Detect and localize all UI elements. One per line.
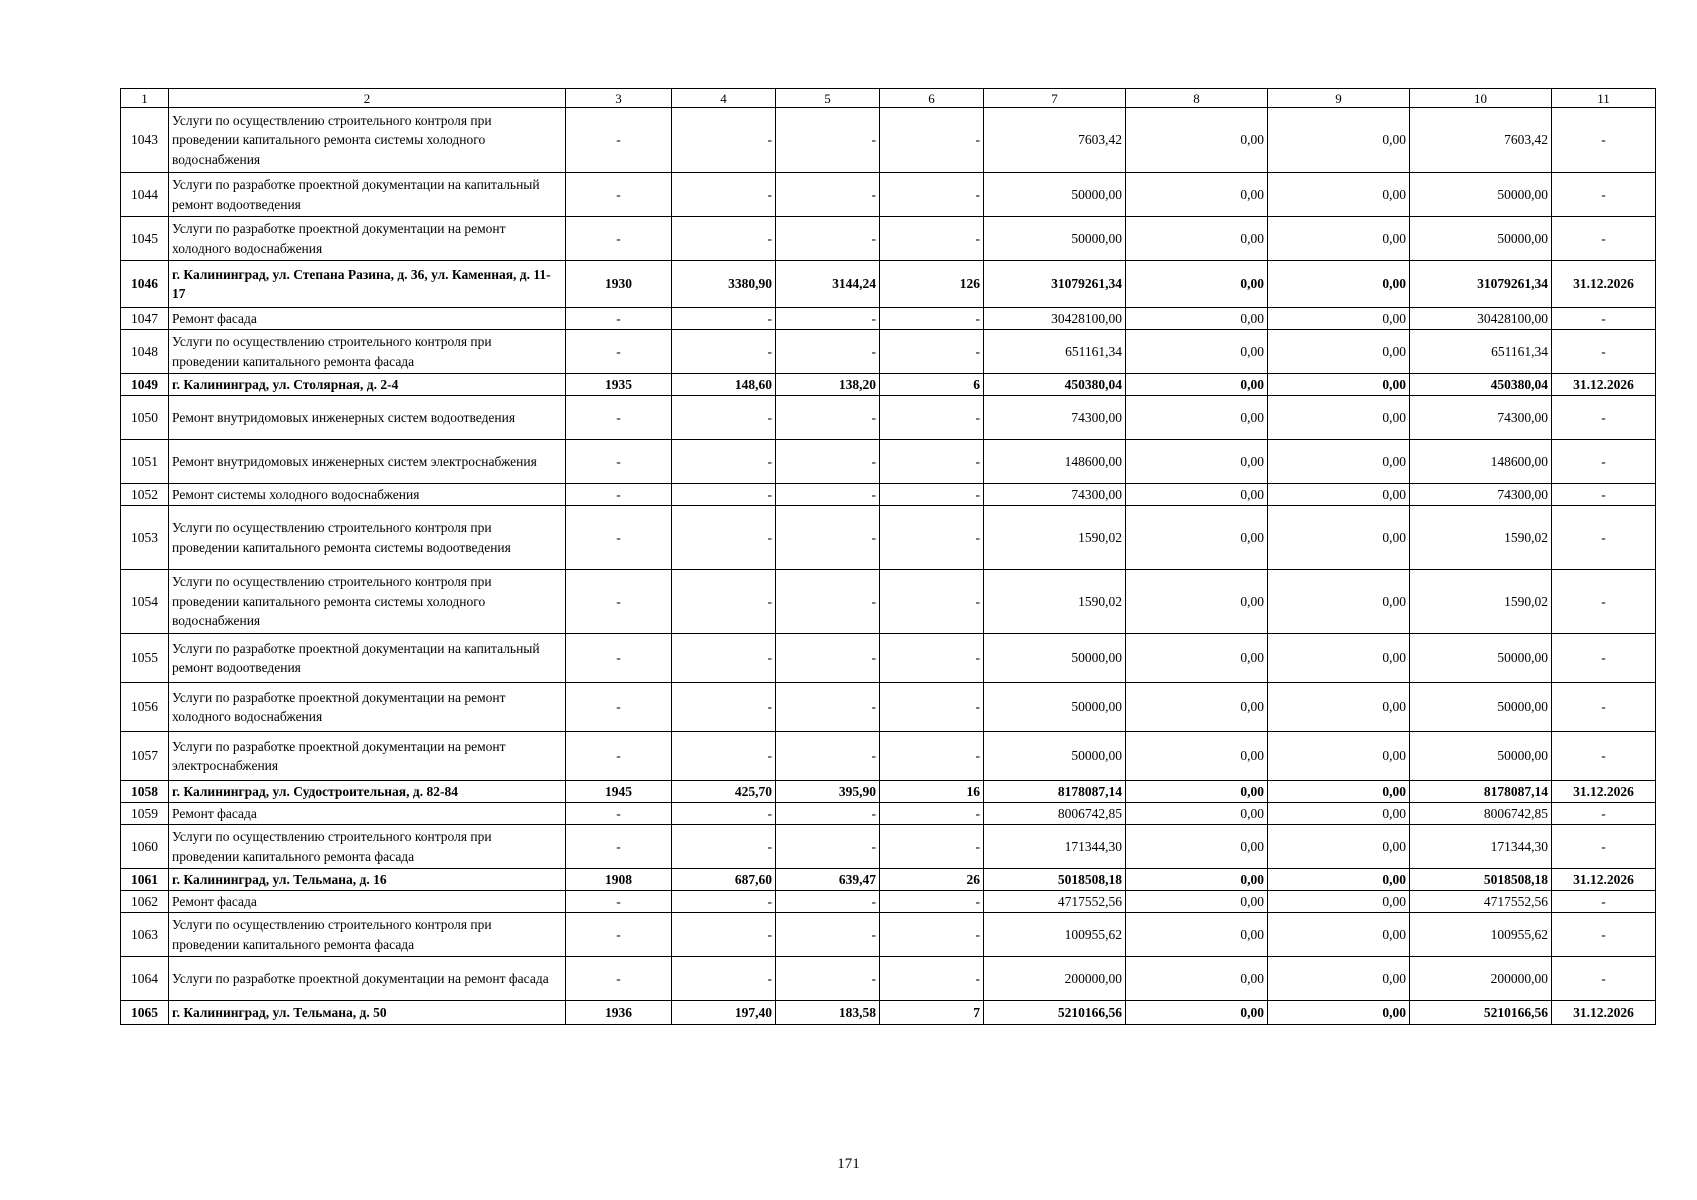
row-number: 1054 (121, 570, 169, 634)
col8-value: 0,00 (1126, 217, 1268, 261)
col4-value: - (672, 484, 776, 506)
col7-value: 50000,00 (984, 217, 1126, 261)
col4-value: - (672, 825, 776, 869)
column-header: 8 (1126, 89, 1268, 108)
table-row (121, 506, 1656, 570)
column-header: 11 (1552, 89, 1656, 108)
col3-value: - (566, 891, 672, 913)
col4-value: - (672, 634, 776, 683)
col11-value: - (1552, 957, 1656, 1001)
table-row (121, 484, 1656, 506)
table-row (121, 396, 1656, 440)
col5-value: - (776, 570, 880, 634)
col6-value: - (880, 396, 984, 440)
table-row (121, 957, 1656, 1001)
col9-value: 0,00 (1268, 374, 1410, 396)
col3-value: - (566, 308, 672, 330)
col8-value: 0,00 (1126, 957, 1268, 1001)
col6-value: - (880, 440, 984, 484)
col8-value: 0,00 (1126, 261, 1268, 308)
row-name: Ремонт системы холодного водоснабжения (169, 484, 566, 506)
col7-value: 4717552,56 (984, 891, 1126, 913)
row-number: 1059 (121, 803, 169, 825)
col10-value: 5210166,56 (1410, 1001, 1552, 1025)
row-name: г. Калининград, ул. Степана Разина, д. 36, ул. Каменная, д. 11-17 (169, 261, 566, 308)
page-number: 171 (837, 1156, 860, 1172)
col10-value: 74300,00 (1410, 396, 1552, 440)
col3-value: - (566, 396, 672, 440)
col3-value: - (566, 913, 672, 957)
row-name: Ремонт фасада (169, 891, 566, 913)
table-row (121, 683, 1656, 732)
col6-value: - (880, 634, 984, 683)
col11-value: - (1552, 570, 1656, 634)
table-row (121, 781, 1656, 803)
col11-value: 31.12.2026 (1552, 374, 1656, 396)
col11-value: - (1552, 913, 1656, 957)
col7-value: 50000,00 (984, 732, 1126, 781)
table-row (121, 308, 1656, 330)
col8-value: 0,00 (1126, 330, 1268, 374)
row-number: 1053 (121, 506, 169, 570)
row-number: 1062 (121, 891, 169, 913)
col8-value: 0,00 (1126, 869, 1268, 891)
row-name: Услуги по осуществлению строительного контроля при проведении капитального ремонта фасада (169, 825, 566, 869)
row-number: 1052 (121, 484, 169, 506)
col3-value: - (566, 732, 672, 781)
col5-value: - (776, 217, 880, 261)
col7-value: 148600,00 (984, 440, 1126, 484)
col10-value: 450380,04 (1410, 374, 1552, 396)
row-number: 1043 (121, 108, 169, 173)
col8-value: 0,00 (1126, 173, 1268, 217)
col7-value: 50000,00 (984, 683, 1126, 732)
col11-value: - (1552, 308, 1656, 330)
col5-value: - (776, 173, 880, 217)
col3-value: - (566, 330, 672, 374)
col8-value: 0,00 (1126, 732, 1268, 781)
col4-value: 3380,90 (672, 261, 776, 308)
column-header: 9 (1268, 89, 1410, 108)
column-header: 2 (169, 89, 566, 108)
col8-value: 0,00 (1126, 1001, 1268, 1025)
col4-value: - (672, 217, 776, 261)
col8-value: 0,00 (1126, 396, 1268, 440)
col5-value: - (776, 913, 880, 957)
row-name: г. Калининград, ул. Столярная, д. 2-4 (169, 374, 566, 396)
col7-value: 651161,34 (984, 330, 1126, 374)
col6-value: - (880, 732, 984, 781)
col10-value: 8006742,85 (1410, 803, 1552, 825)
col8-value: 0,00 (1126, 108, 1268, 173)
col3-value: - (566, 570, 672, 634)
row-name: Услуги по осуществлению строительного контроля при проведении капитального ремонта фасада (169, 913, 566, 957)
col3-value: 1935 (566, 374, 672, 396)
table-row (121, 374, 1656, 396)
row-number: 1048 (121, 330, 169, 374)
col6-value: - (880, 825, 984, 869)
col4-value: 425,70 (672, 781, 776, 803)
row-name: г. Калининград, ул. Тельмана, д. 16 (169, 869, 566, 891)
col5-value: - (776, 825, 880, 869)
document-table (120, 88, 1656, 1025)
col11-value: - (1552, 108, 1656, 173)
col4-value: - (672, 803, 776, 825)
table-row (121, 108, 1656, 173)
row-number: 1065 (121, 1001, 169, 1025)
row-name: Ремонт внутридомовых инженерных систем электроснабжения (169, 440, 566, 484)
col6-value: - (880, 913, 984, 957)
row-name: Услуги по осуществлению строительного контроля при проведении капитального ремонта системы холодного водоснабжения (169, 570, 566, 634)
col4-value: - (672, 506, 776, 570)
col9-value: 0,00 (1268, 891, 1410, 913)
col5-value: - (776, 506, 880, 570)
col11-value: - (1552, 683, 1656, 732)
row-number: 1056 (121, 683, 169, 732)
row-name: Ремонт фасада (169, 308, 566, 330)
column-header: 4 (672, 89, 776, 108)
table-row (121, 261, 1656, 308)
table-body (121, 89, 1656, 1025)
col6-value: - (880, 308, 984, 330)
col9-value: 0,00 (1268, 732, 1410, 781)
row-name: Ремонт фасада (169, 803, 566, 825)
col4-value: - (672, 732, 776, 781)
col4-value: - (672, 891, 776, 913)
col3-value: 1945 (566, 781, 672, 803)
col9-value: 0,00 (1268, 781, 1410, 803)
col7-value: 450380,04 (984, 374, 1126, 396)
col9-value: 0,00 (1268, 570, 1410, 634)
row-name: Ремонт внутридомовых инженерных систем водоотведения (169, 396, 566, 440)
col5-value: - (776, 803, 880, 825)
col3-value: - (566, 217, 672, 261)
column-number-header-row (121, 89, 1656, 108)
col8-value: 0,00 (1126, 781, 1268, 803)
col9-value: 0,00 (1268, 869, 1410, 891)
col8-value: 0,00 (1126, 683, 1268, 732)
col8-value: 0,00 (1126, 913, 1268, 957)
col7-value: 200000,00 (984, 957, 1126, 1001)
col10-value: 50000,00 (1410, 217, 1552, 261)
col5-value: 395,90 (776, 781, 880, 803)
col9-value: 0,00 (1268, 173, 1410, 217)
table-row (121, 634, 1656, 683)
row-number: 1058 (121, 781, 169, 803)
row-number: 1060 (121, 825, 169, 869)
col6-value: - (880, 683, 984, 732)
col6-value: - (880, 803, 984, 825)
col10-value: 50000,00 (1410, 634, 1552, 683)
col7-value: 74300,00 (984, 396, 1126, 440)
table-row (121, 1001, 1656, 1025)
col11-value: - (1552, 173, 1656, 217)
col6-value: - (880, 506, 984, 570)
col9-value: 0,00 (1268, 330, 1410, 374)
column-header: 5 (776, 89, 880, 108)
col11-value: 31.12.2026 (1552, 781, 1656, 803)
col10-value: 74300,00 (1410, 484, 1552, 506)
col6-value: 16 (880, 781, 984, 803)
col3-value: - (566, 957, 672, 1001)
col11-value: - (1552, 396, 1656, 440)
col9-value: 0,00 (1268, 957, 1410, 1001)
row-number: 1046 (121, 261, 169, 308)
col6-value: - (880, 217, 984, 261)
col4-value: - (672, 683, 776, 732)
col9-value: 0,00 (1268, 1001, 1410, 1025)
col10-value: 8178087,14 (1410, 781, 1552, 803)
col7-value: 5018508,18 (984, 869, 1126, 891)
col6-value: 126 (880, 261, 984, 308)
col10-value: 31079261,34 (1410, 261, 1552, 308)
col6-value: - (880, 330, 984, 374)
col5-value: - (776, 957, 880, 1001)
col8-value: 0,00 (1126, 803, 1268, 825)
column-header: 10 (1410, 89, 1552, 108)
col4-value: - (672, 913, 776, 957)
table-row (121, 891, 1656, 913)
col3-value: - (566, 803, 672, 825)
row-name: Услуги по разработке проектной документации на ремонт фасада (169, 957, 566, 1001)
table-row (121, 869, 1656, 891)
col9-value: 0,00 (1268, 484, 1410, 506)
col8-value: 0,00 (1126, 374, 1268, 396)
col8-value: 0,00 (1126, 570, 1268, 634)
col9-value: 0,00 (1268, 108, 1410, 173)
col6-value: - (880, 957, 984, 1001)
col4-value: - (672, 396, 776, 440)
row-name: Услуги по осуществлению строительного контроля при проведении капитального ремонта системы водоотведения (169, 506, 566, 570)
col7-value: 8178087,14 (984, 781, 1126, 803)
col7-value: 50000,00 (984, 634, 1126, 683)
col3-value: - (566, 683, 672, 732)
col5-value: - (776, 634, 880, 683)
col7-value: 7603,42 (984, 108, 1126, 173)
col11-value: - (1552, 484, 1656, 506)
col6-value: - (880, 891, 984, 913)
col3-value: - (566, 634, 672, 683)
col4-value: - (672, 570, 776, 634)
table-row (121, 440, 1656, 484)
col8-value: 0,00 (1126, 506, 1268, 570)
table-row (121, 825, 1656, 869)
col5-value: - (776, 108, 880, 173)
col6-value: - (880, 108, 984, 173)
col11-value: - (1552, 217, 1656, 261)
col7-value: 50000,00 (984, 173, 1126, 217)
row-number: 1063 (121, 913, 169, 957)
col10-value: 7603,42 (1410, 108, 1552, 173)
col3-value: - (566, 173, 672, 217)
col9-value: 0,00 (1268, 683, 1410, 732)
col8-value: 0,00 (1126, 825, 1268, 869)
col10-value: 30428100,00 (1410, 308, 1552, 330)
col9-value: 0,00 (1268, 396, 1410, 440)
col4-value: - (672, 308, 776, 330)
col9-value: 0,00 (1268, 506, 1410, 570)
column-header: 7 (984, 89, 1126, 108)
col10-value: 50000,00 (1410, 173, 1552, 217)
table-row (121, 330, 1656, 374)
col8-value: 0,00 (1126, 891, 1268, 913)
row-number: 1044 (121, 173, 169, 217)
col5-value: - (776, 732, 880, 781)
col6-value: 7 (880, 1001, 984, 1025)
table-row (121, 913, 1656, 957)
col3-value: 1908 (566, 869, 672, 891)
col11-value: - (1552, 732, 1656, 781)
col9-value: 0,00 (1268, 913, 1410, 957)
col11-value: - (1552, 803, 1656, 825)
col5-value: 183,58 (776, 1001, 880, 1025)
col10-value: 100955,62 (1410, 913, 1552, 957)
row-number: 1055 (121, 634, 169, 683)
col5-value: - (776, 396, 880, 440)
col4-value: - (672, 957, 776, 1001)
col7-value: 171344,30 (984, 825, 1126, 869)
col7-value: 1590,02 (984, 506, 1126, 570)
col8-value: 0,00 (1126, 484, 1268, 506)
col3-value: 1936 (566, 1001, 672, 1025)
col7-value: 100955,62 (984, 913, 1126, 957)
col4-value: - (672, 440, 776, 484)
col3-value: - (566, 825, 672, 869)
column-header: 6 (880, 89, 984, 108)
col10-value: 148600,00 (1410, 440, 1552, 484)
col4-value: 197,40 (672, 1001, 776, 1025)
row-name: Услуги по разработке проектной документации на ремонт холодного водоснабжения (169, 683, 566, 732)
col5-value: 639,47 (776, 869, 880, 891)
row-number: 1047 (121, 308, 169, 330)
col9-value: 0,00 (1268, 217, 1410, 261)
col5-value: - (776, 440, 880, 484)
col10-value: 171344,30 (1410, 825, 1552, 869)
col11-value: 31.12.2026 (1552, 869, 1656, 891)
col6-value: 26 (880, 869, 984, 891)
col10-value: 4717552,56 (1410, 891, 1552, 913)
col8-value: 0,00 (1126, 308, 1268, 330)
col10-value: 5018508,18 (1410, 869, 1552, 891)
col9-value: 0,00 (1268, 261, 1410, 308)
table-row (121, 570, 1656, 634)
col11-value: - (1552, 891, 1656, 913)
col4-value: - (672, 330, 776, 374)
table-row (121, 173, 1656, 217)
col10-value: 50000,00 (1410, 683, 1552, 732)
col4-value: 687,60 (672, 869, 776, 891)
row-number: 1045 (121, 217, 169, 261)
col7-value: 8006742,85 (984, 803, 1126, 825)
row-number: 1057 (121, 732, 169, 781)
column-header: 1 (121, 89, 169, 108)
col10-value: 50000,00 (1410, 732, 1552, 781)
col5-value: - (776, 891, 880, 913)
col5-value: 3144,24 (776, 261, 880, 308)
col10-value: 200000,00 (1410, 957, 1552, 1001)
table-row (121, 803, 1656, 825)
col4-value: - (672, 108, 776, 173)
col11-value: - (1552, 825, 1656, 869)
col9-value: 0,00 (1268, 825, 1410, 869)
row-name: Услуги по разработке проектной документации на ремонт холодного водоснабжения (169, 217, 566, 261)
row-name: г. Калининград, ул. Тельмана, д. 50 (169, 1001, 566, 1025)
col4-value: - (672, 173, 776, 217)
col6-value: 6 (880, 374, 984, 396)
col11-value: - (1552, 330, 1656, 374)
col5-value: - (776, 308, 880, 330)
document-table-container (120, 88, 1655, 1025)
row-name: Услуги по разработке проектной документации на капитальный ремонт водоотведения (169, 634, 566, 683)
row-name: Услуги по разработке проектной документации на капитальный ремонт водоотведения (169, 173, 566, 217)
col11-value: 31.12.2026 (1552, 1001, 1656, 1025)
row-number: 1049 (121, 374, 169, 396)
row-name: г. Калининград, ул. Судостроительная, д. 82-84 (169, 781, 566, 803)
col5-value: 138,20 (776, 374, 880, 396)
row-name: Услуги по разработке проектной документации на ремонт электроснабжения (169, 732, 566, 781)
col8-value: 0,00 (1126, 634, 1268, 683)
col7-value: 74300,00 (984, 484, 1126, 506)
col10-value: 1590,02 (1410, 506, 1552, 570)
col6-value: - (880, 484, 984, 506)
col11-value: - (1552, 634, 1656, 683)
col8-value: 0,00 (1126, 440, 1268, 484)
table-row (121, 217, 1656, 261)
col11-value: - (1552, 440, 1656, 484)
col11-value: 31.12.2026 (1552, 261, 1656, 308)
col9-value: 0,00 (1268, 308, 1410, 330)
col7-value: 5210166,56 (984, 1001, 1126, 1025)
col9-value: 0,00 (1268, 634, 1410, 683)
col11-value: - (1552, 506, 1656, 570)
col10-value: 1590,02 (1410, 570, 1552, 634)
col5-value: - (776, 683, 880, 732)
row-number: 1050 (121, 396, 169, 440)
col9-value: 0,00 (1268, 803, 1410, 825)
row-number: 1051 (121, 440, 169, 484)
col7-value: 1590,02 (984, 570, 1126, 634)
row-number: 1061 (121, 869, 169, 891)
row-number: 1064 (121, 957, 169, 1001)
col3-value: 1930 (566, 261, 672, 308)
col10-value: 651161,34 (1410, 330, 1552, 374)
table-row (121, 732, 1656, 781)
col7-value: 31079261,34 (984, 261, 1126, 308)
col6-value: - (880, 570, 984, 634)
col3-value: - (566, 484, 672, 506)
col7-value: 30428100,00 (984, 308, 1126, 330)
col6-value: - (880, 173, 984, 217)
row-name: Услуги по осуществлению строительного контроля при проведении капитального ремонта системы холодного водоснабжения (169, 108, 566, 173)
col5-value: - (776, 484, 880, 506)
col9-value: 0,00 (1268, 440, 1410, 484)
column-header: 3 (566, 89, 672, 108)
col3-value: - (566, 506, 672, 570)
col3-value: - (566, 440, 672, 484)
col3-value: - (566, 108, 672, 173)
col4-value: 148,60 (672, 374, 776, 396)
row-name: Услуги по осуществлению строительного контроля при проведении капитального ремонта фасада (169, 330, 566, 374)
col5-value: - (776, 330, 880, 374)
